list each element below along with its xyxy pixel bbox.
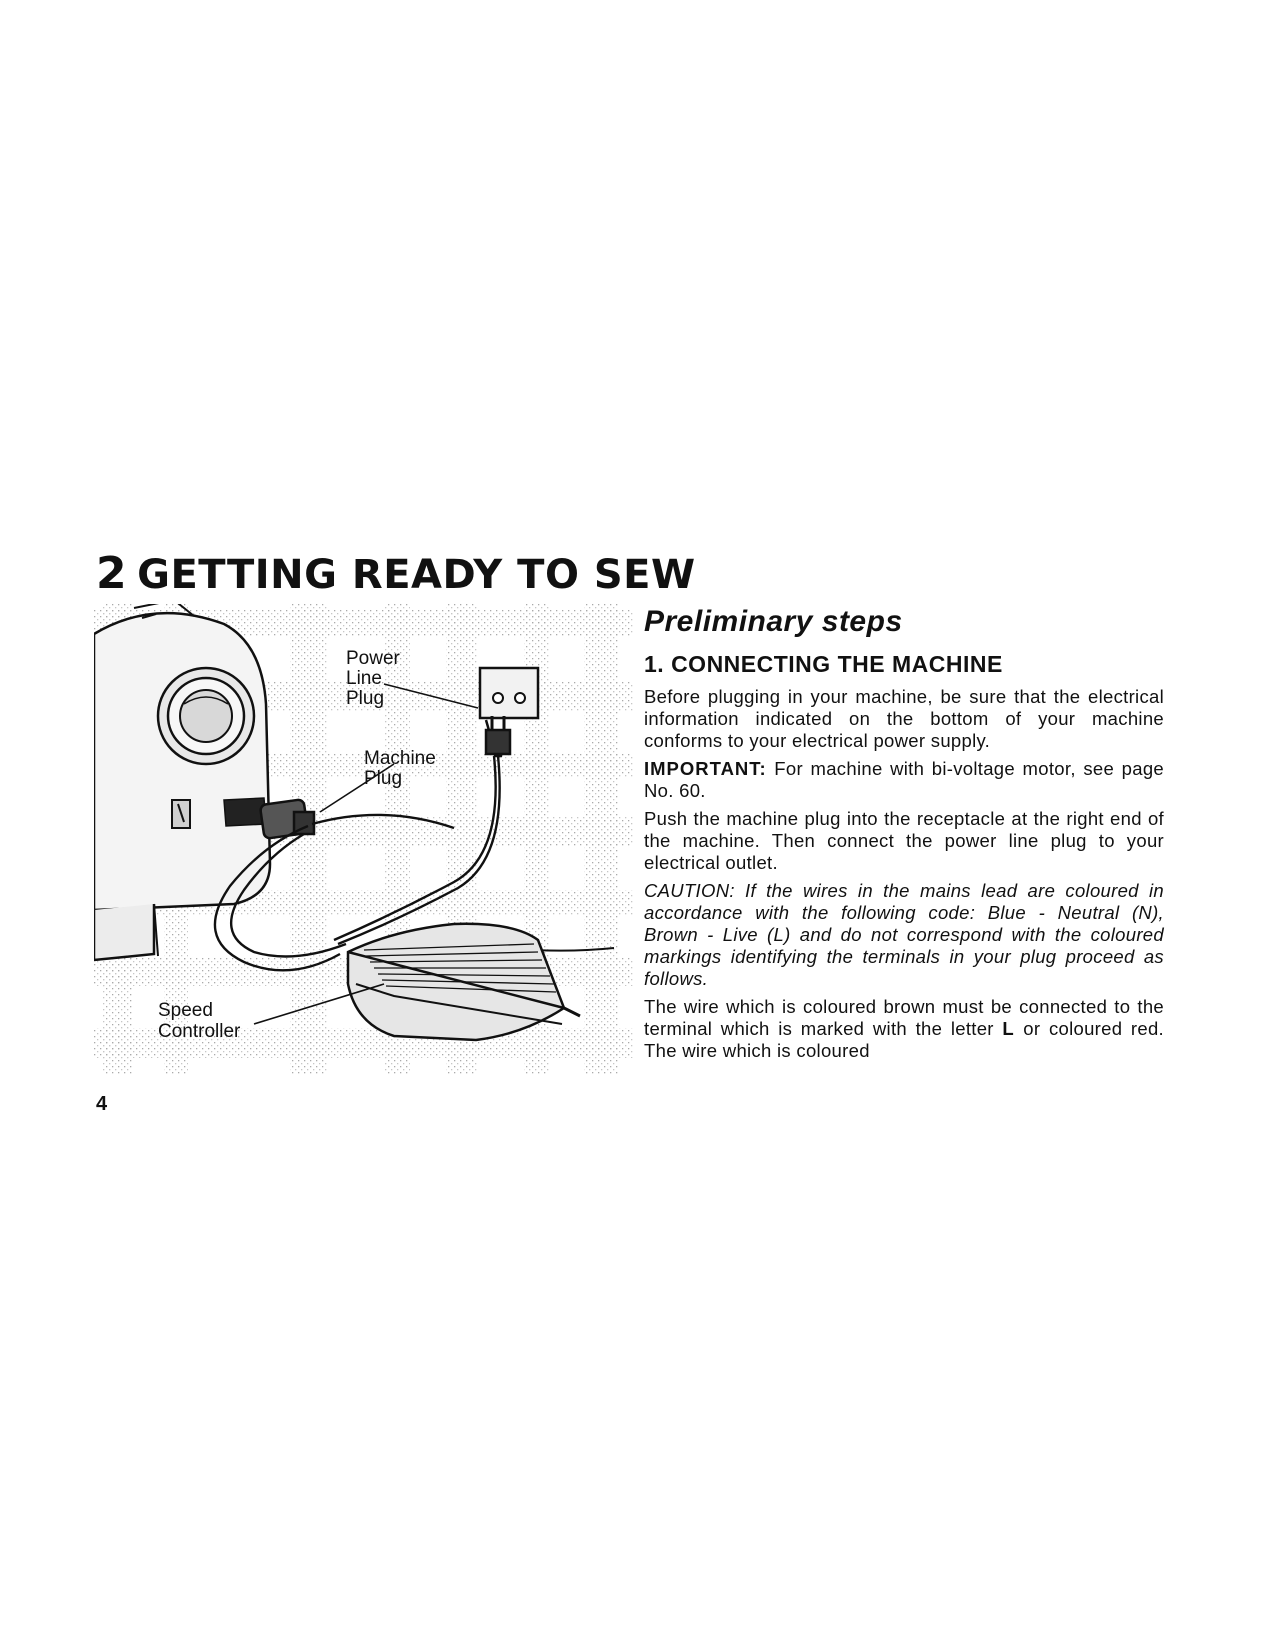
subsection-title: 1. CONNECTING THE MACHINE [644, 651, 1003, 677]
important-text: For machine with bi-voltage motor, see page No. 60. [644, 758, 1164, 801]
paragraph-wire-brown [644, 996, 1164, 1062]
wire-text-b: or coloured red. The wire which is coloured [644, 1018, 1164, 1061]
label-machine: Machine [364, 748, 436, 769]
label-power: Power [346, 648, 400, 669]
paragraph-caution: CAUTION: If the wires in the mains lead are coloured in accordance with the following code: Blue - Neutral (N), Brown - Live (L) and do not correspond with the coloured markings identifying the terminals in your plug proceed as follows. [644, 880, 1164, 989]
label-line: Line [346, 668, 382, 689]
figure-illustration [94, 604, 634, 1074]
chapter-title-text: GETTING READY TO SEW [137, 552, 696, 598]
letter-l: L [1002, 1018, 1015, 1039]
wire-text-a: The wire which is coloured brown must be connected to the terminal which is marked with the letter [644, 996, 1164, 1039]
paragraph-connect: Push the machine plug into the receptacle at the right end of the machine. Then connect the power line plug to your electrical outlet. [644, 808, 1164, 873]
label-plug: Plug [346, 688, 385, 709]
sewing-machine-connection-figure [94, 604, 634, 1074]
instructions-column [644, 605, 1164, 1068]
label-machine-plug: Plug [364, 768, 403, 789]
paragraph-plugging: Before plugging in your machine, be sure that the electrical information indicated on the bottom of your machine conforms to your electrical power supply. [644, 686, 1164, 751]
chapter-title [96, 548, 696, 599]
paragraph-important [644, 758, 1164, 802]
label-speed: Speed [158, 1000, 213, 1021]
important-label: IMPORTANT: [644, 758, 767, 779]
label-controller: Controller [158, 1021, 241, 1042]
page-number: 4 [96, 1093, 108, 1115]
chapter-number: 2 [96, 548, 128, 599]
section-title: Preliminary steps [644, 605, 903, 638]
